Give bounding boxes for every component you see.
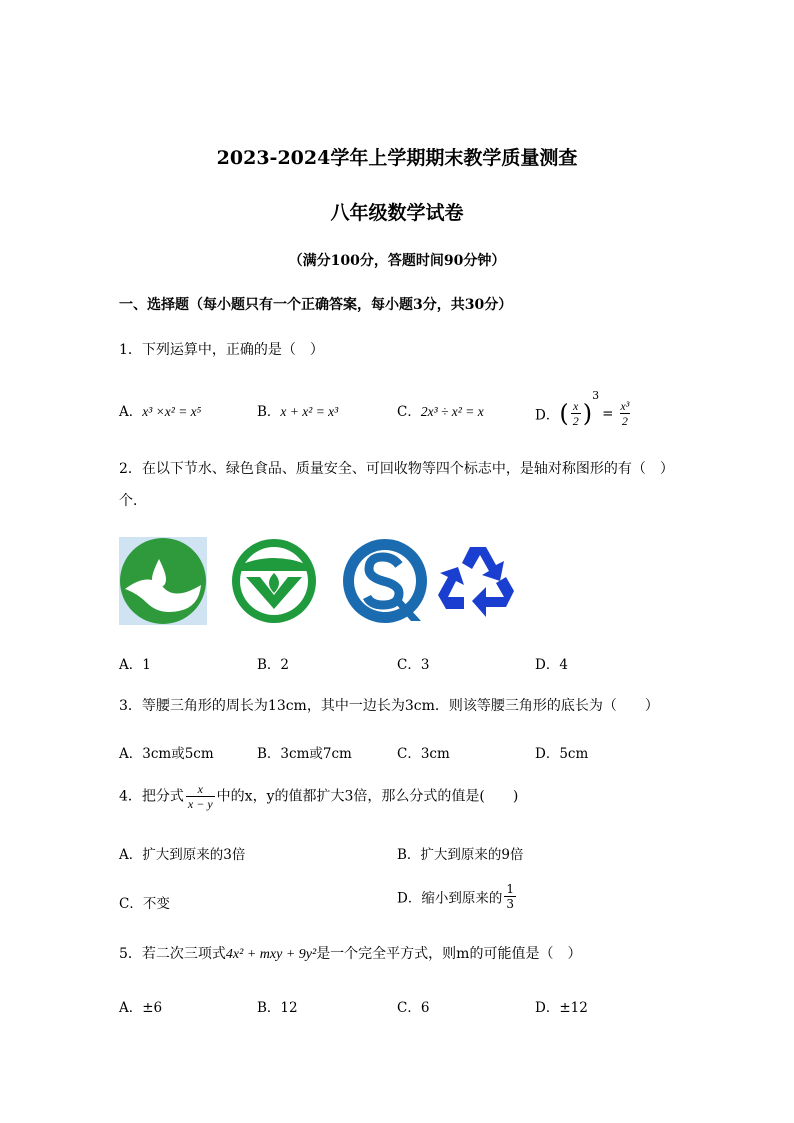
- q1-option-a-math: x³ ×x² = x⁵: [142, 404, 202, 419]
- q1-option-b-math: x + x² = x³: [280, 404, 339, 419]
- q1-d-lhs-fraction: [571, 399, 581, 428]
- q2-option-c: C．3: [397, 657, 430, 673]
- question-3-stem: 3．等腰三角形的周长为13cm，其中一边长为3cm．则该等腰三角形的底长为（ ）: [119, 698, 659, 714]
- recycle-icon: [438, 547, 514, 617]
- q4-frac-num: x: [197, 782, 203, 796]
- exam-note: （满分100分，答题时间90分钟）: [288, 253, 506, 269]
- q2-option-a: A．1: [119, 657, 151, 673]
- q3-option-d: D．5cm: [535, 746, 589, 762]
- q1-d-rhs-num: x³: [620, 399, 630, 413]
- q5-stem-pre: 5．若二次三项式: [119, 946, 226, 962]
- q3-option-b: B．3cm或7cm: [257, 746, 352, 762]
- water-saving-logo: [119, 537, 207, 625]
- q4-stem-pre: 4．把分式: [119, 788, 184, 805]
- q2-option-b: B．2: [257, 657, 290, 673]
- q4-option-c: C．不变: [119, 896, 170, 912]
- q1-d-lhs-num: x: [573, 399, 579, 413]
- question-2-stem-line2: 个．: [119, 493, 147, 509]
- green-food-logo: [230, 537, 318, 625]
- q3-option-c: C．3cm: [397, 746, 450, 762]
- left-paren: (: [559, 399, 569, 428]
- exam-subtitle: 八年级数学试卷: [330, 202, 464, 224]
- q1-d-rhs-den: 2: [621, 414, 628, 428]
- q4-frac-den: x − y: [187, 797, 213, 811]
- question-5-stem: [119, 941, 581, 968]
- q1-option-c: [397, 400, 484, 420]
- question-1-stem: 1．下列运算中，正确的是（ ）: [119, 342, 324, 358]
- q1-d-exponent: 3: [592, 389, 600, 402]
- q4-option-b: B．扩大到原来的9倍: [397, 847, 524, 863]
- q1-option-c-label: C．: [397, 404, 421, 420]
- q5-option-a: A．±6: [119, 1000, 163, 1016]
- q4-fraction: [186, 782, 215, 811]
- q5-stem-post: 是一个完全平方式，则m的可能值是（ ）: [316, 946, 582, 962]
- q1-option-a-label: A．: [119, 404, 143, 420]
- q5-option-c: C．6: [397, 1000, 430, 1016]
- q2-option-d: D．4: [535, 657, 568, 673]
- section-title: 一、选择题（每小题只有一个正确答案，每小题3分，共30分）: [119, 297, 513, 313]
- q1-option-b-label: B．: [257, 404, 281, 420]
- quality-safety-logo: [341, 537, 429, 625]
- q1-option-b: [257, 400, 338, 420]
- q1-option-a: [119, 400, 201, 420]
- q1-option-c-math: 2x³ ÷ x² = x: [420, 404, 484, 419]
- q1-option-d-label: D．: [535, 407, 560, 424]
- question-4-stem: [119, 782, 518, 811]
- right-paren: ): [582, 399, 593, 428]
- q1-d-lhs-den: 2: [572, 414, 579, 428]
- q5-expression: 4x² + mxy + 9y²: [225, 947, 317, 962]
- question-2-stem-line1: 2．在以下节水、绿色食品、质量安全、可回收物等四个标志中，是轴对称图形的有（ ）: [119, 461, 674, 477]
- q4-d-num: 1: [506, 882, 514, 896]
- q4-d-den: 3: [506, 897, 514, 911]
- q5-option-d: D．±12: [535, 1000, 588, 1016]
- q3-option-a: A．3cm或5cm: [119, 746, 214, 762]
- q1-d-rhs-fraction: [618, 399, 631, 428]
- q1-option-d: [535, 389, 633, 428]
- recycle-logo: [434, 537, 522, 625]
- q1-d-equals: =: [602, 405, 614, 422]
- q4-option-d-text: D．缩小到原来的: [397, 890, 503, 907]
- exam-title: 2023-2024学年上学期期末教学质量测查: [216, 147, 578, 169]
- q4-d-fraction: [504, 882, 516, 911]
- q4-stem-post: 中的x，y的值都扩大3倍，那么分式的值是( ): [216, 788, 519, 805]
- q4-option-d: [397, 882, 518, 911]
- q5-option-b: B．12: [257, 1000, 298, 1016]
- q4-option-a: A．扩大到原来的3倍: [119, 847, 246, 863]
